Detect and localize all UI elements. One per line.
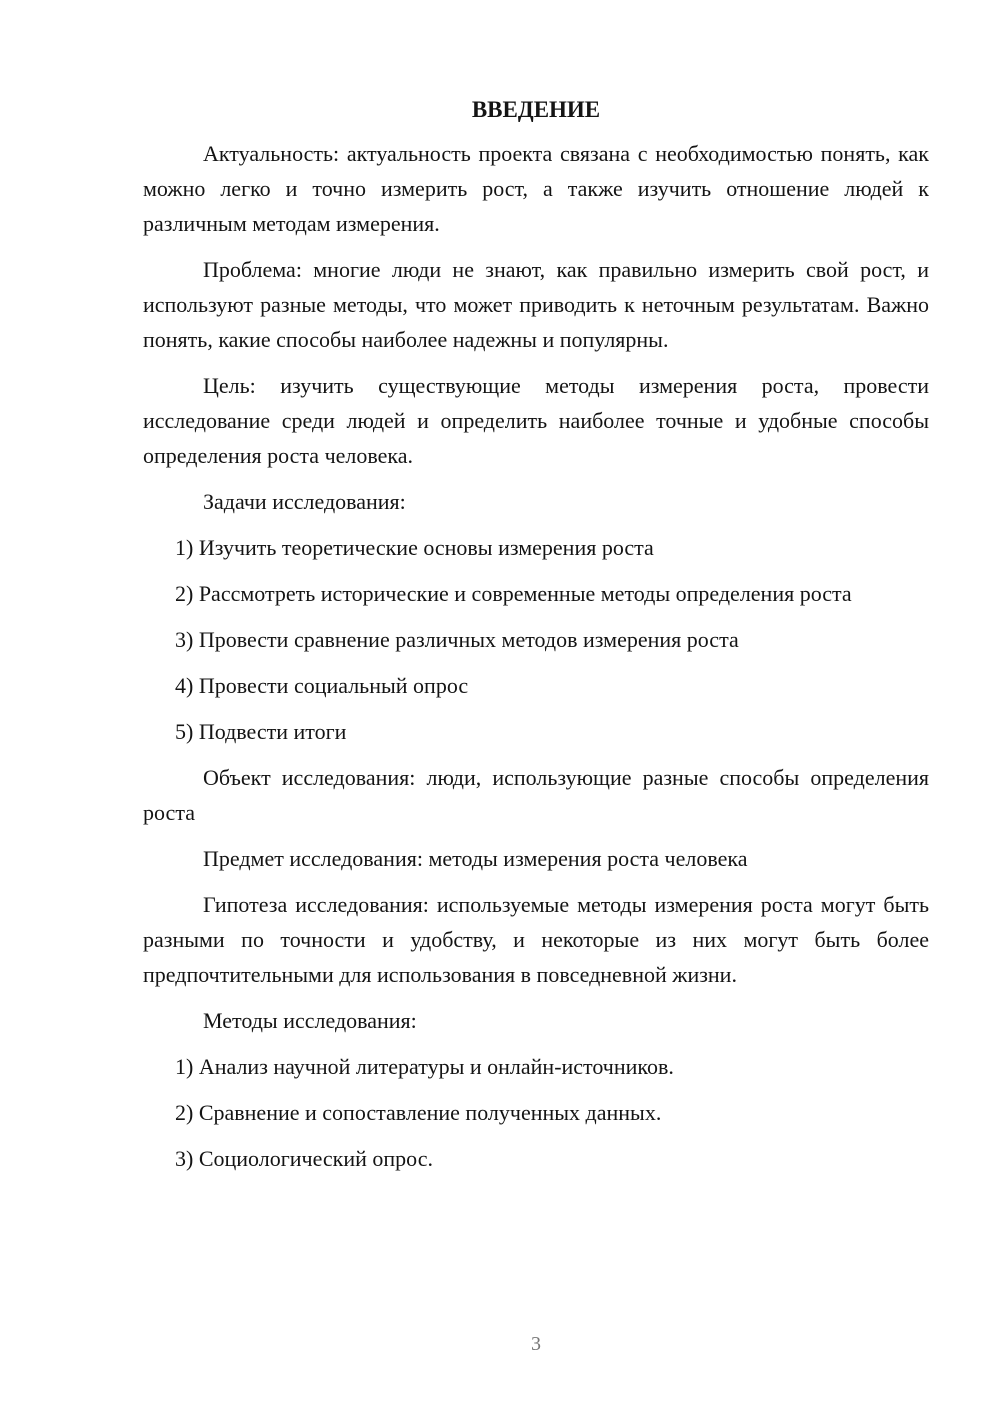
hypothesis-paragraph: Гипотеза исследования: используемые методы измерения роста могут быть разными по точности и удобству, и некоторые из них могут быть более предпочтительными для использования в повседневной жизни.: [143, 892, 929, 987]
section-title: ВВЕДЕНИЕ: [471, 97, 601, 122]
page-number: 3: [531, 1333, 541, 1355]
methods-heading: Методы исследования:: [203, 1008, 417, 1033]
task-item-3: 3) Провести сравнение различных методов измерения роста: [175, 627, 739, 652]
task-item-2: 2) Рассмотреть исторические и современные методы определения роста: [175, 581, 852, 606]
goal-paragraph: Цель: изучить существующие методы измерения роста, провести исследование среди людей и определить наиболее точные и удобные способы определения роста человека.: [143, 373, 929, 468]
method-item-1: 1) Анализ научной литературы и онлайн-источников.: [175, 1054, 674, 1079]
object-paragraph: Объект исследования: люди, использующие разные способы определения роста: [143, 765, 929, 825]
tasks-heading: Задачи исследования:: [203, 489, 406, 514]
problem-paragraph: Проблема: многие люди не знают, как правильно измерить свой рост, и используют разные методы, что может приводить к неточным результатам. Важно понять, какие способы наиболее надежны и популярны.: [143, 257, 929, 352]
task-item-5: 5) Подвести итоги: [175, 719, 347, 744]
method-item-3: 3) Социологический опрос.: [175, 1146, 433, 1171]
method-item-2: 2) Сравнение и сопоставление полученных данных.: [175, 1100, 662, 1125]
subject-paragraph: Предмет исследования: методы измерения роста человека: [203, 846, 748, 871]
document-page: [143, 92, 929, 1187]
task-item-4: 4) Провести социальный опрос: [175, 673, 469, 698]
relevance-paragraph: Актуальность: актуальность проекта связана с необходимостью понять, как можно легко и точно измерить рост, а также изучить отношение людей к различным методам измерения.: [143, 141, 929, 236]
task-item-1: 1) Изучить теоретические основы измерения роста: [175, 535, 654, 560]
